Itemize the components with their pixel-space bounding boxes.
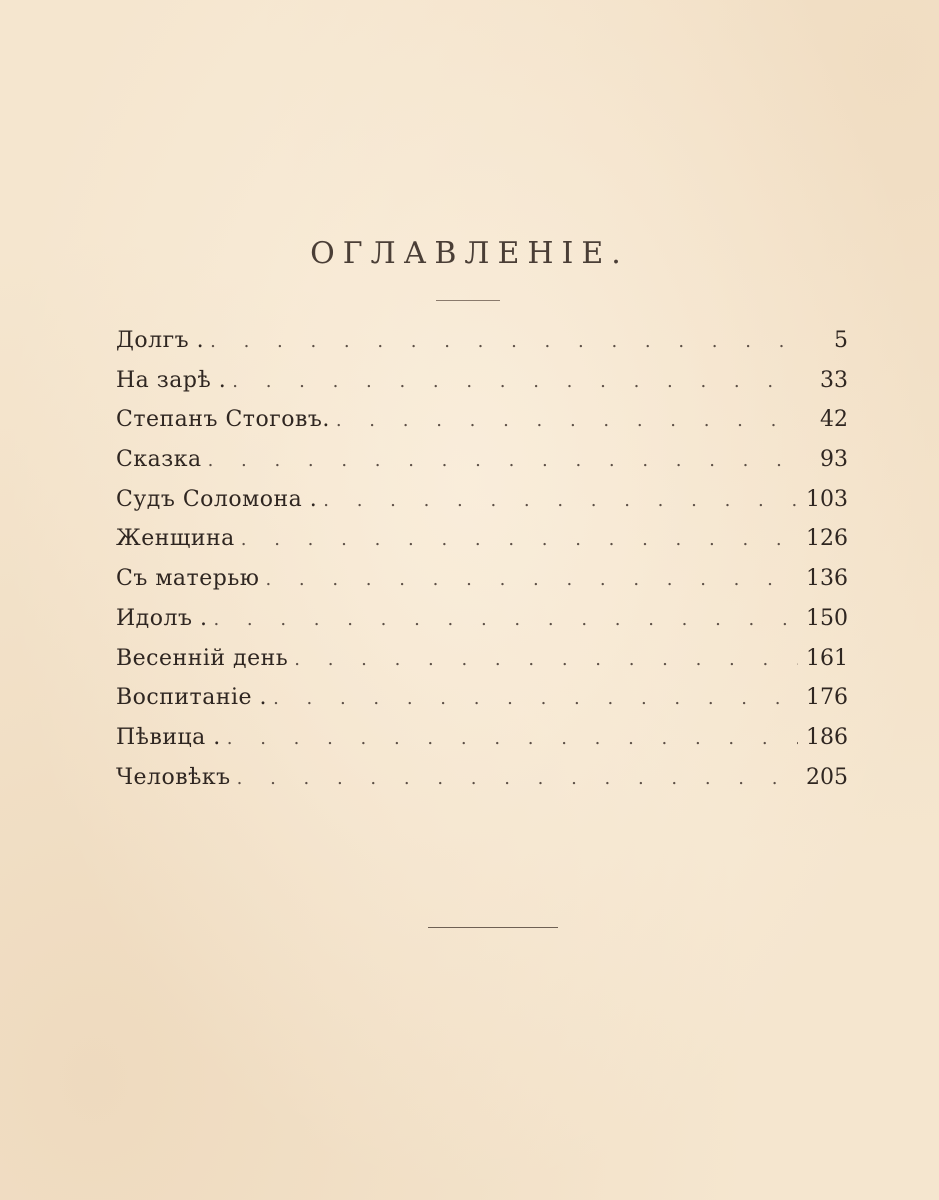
toc-entry-title: Пѣвица . [116,724,221,750]
toc-entry-title: На зарѣ . [116,367,227,393]
dot-leader [208,450,798,471]
toc-entry-page: 93 [820,447,848,473]
toc-entry-title: Весенній день [116,645,289,671]
toc-entry-page: 126 [806,526,848,552]
dot-leader [210,331,798,352]
toc-entry-page: 205 [806,764,848,790]
toc-entry[interactable] [116,646,848,686]
dot-leader [227,728,798,749]
toc-entry-page: 186 [806,724,848,750]
dot-leader [213,609,798,630]
dot-leader [241,529,798,550]
toc-list [116,328,848,804]
toc-entry[interactable] [116,407,848,447]
toc-entry-title: Долгъ . [116,328,205,353]
dot-leader [336,410,798,431]
toc-entry-page: 136 [806,566,848,592]
dot-leader [294,649,798,670]
toc-entry[interactable] [116,447,848,487]
toc-entry-page: 5 [834,328,848,353]
dot-leader [273,688,798,709]
toc-entry[interactable] [116,526,848,566]
toc-entry-title: Степанъ Стоговъ. [116,407,330,433]
toc-entry-page: 103 [806,486,848,512]
toc-entry-title: Идолъ . [116,605,208,631]
toc-entry-title: Женщина [116,526,235,552]
toc-entry[interactable] [116,606,848,646]
toc-entry[interactable] [116,368,848,408]
toc-entry-page: 161 [806,645,848,671]
heading-divider [436,300,500,301]
toc-entry-title: Съ матерью [116,566,260,592]
dot-leader [265,569,798,590]
toc-entry[interactable] [116,765,848,805]
toc-entry-title: Человѣкъ [116,764,231,790]
toc-entry[interactable] [116,685,848,725]
toc-entry-page: 42 [820,407,848,433]
toc-entry-page: 150 [806,605,848,631]
toc-entry-title: Воспитаніе . [116,685,268,711]
toc-entry-page: 33 [820,367,848,393]
toc-entry[interactable] [116,487,848,527]
toc-entry-title: Судъ Соломона . [116,486,318,512]
dot-leader [232,371,798,392]
toc-entry[interactable] [116,566,848,606]
toc-entry-page: 176 [806,685,848,711]
dot-leader [323,490,798,511]
closing-divider [428,927,558,928]
toc-heading: ОГЛАВЛЕНІЕ. [310,236,629,271]
toc-entry-title: Сказка [116,447,202,473]
dot-leader [237,768,798,789]
toc-entry[interactable] [116,328,848,368]
toc-entry[interactable] [116,725,848,765]
